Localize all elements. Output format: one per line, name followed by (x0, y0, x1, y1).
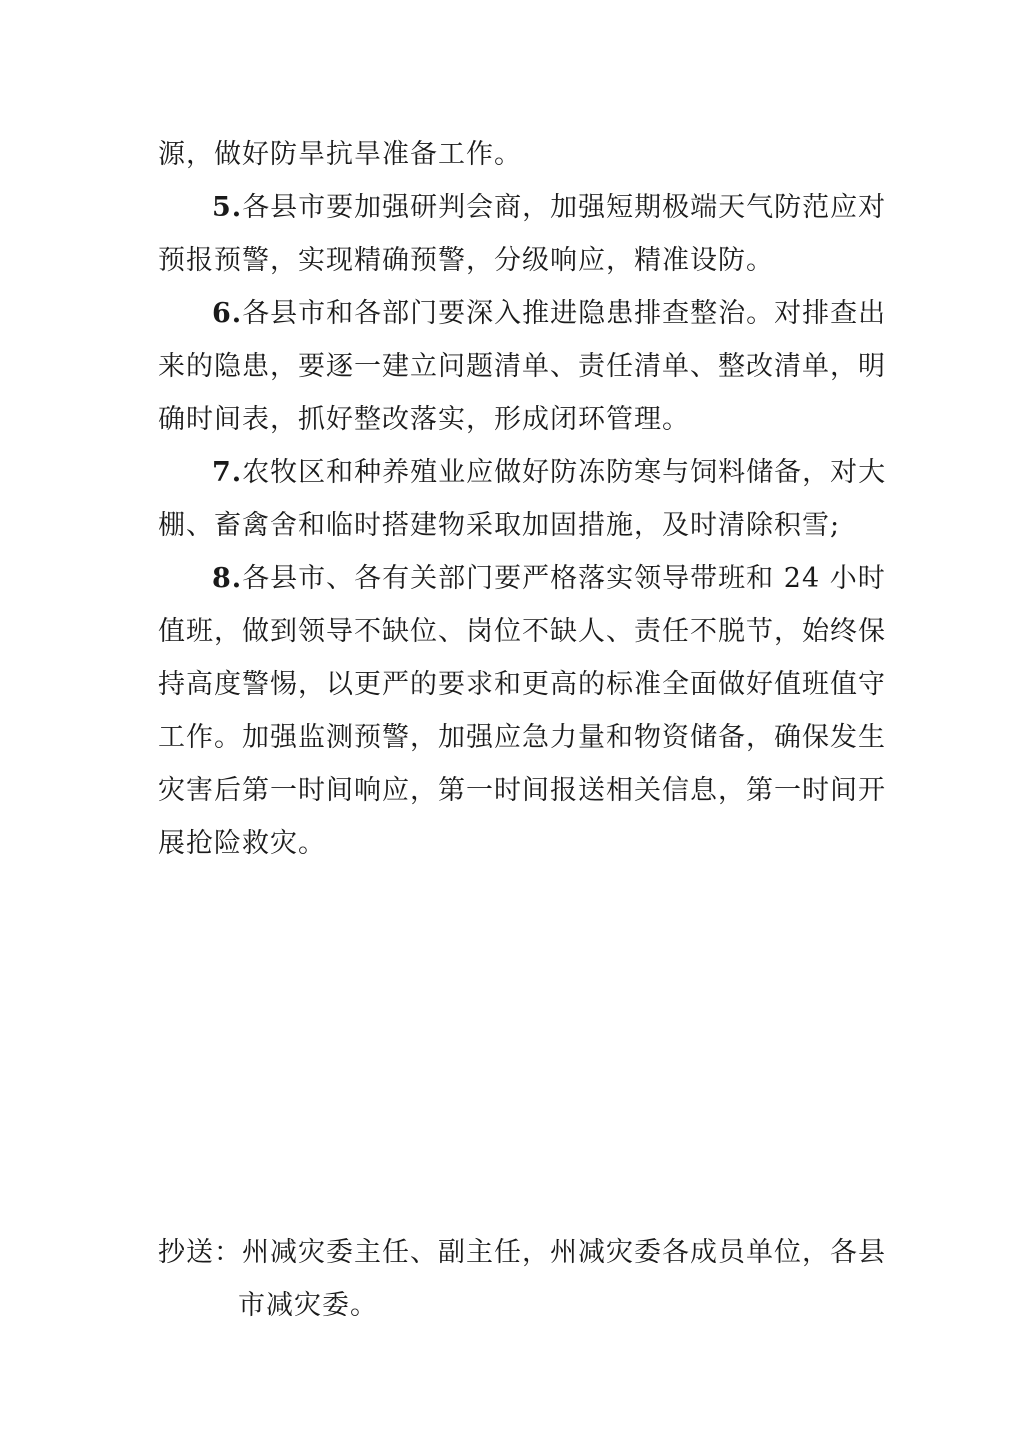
cc-recipients-line-1 (158, 1235, 886, 1271)
text-line: 来的隐患，要逐一建立问题清单、责任清单、整改清单，明 (158, 351, 886, 382)
item-8-line-4 (158, 720, 886, 756)
item-7-line-1 (212, 455, 887, 491)
item-8-line-5 (158, 773, 886, 809)
text-line: 灾害后第一时间响应，第一时间报送相关信息，第一时间开 (158, 775, 886, 806)
item-number: 5. (212, 192, 243, 223)
item-number: 7. (212, 457, 243, 488)
text-line: 农牧区和种养殖业应做好防冻防寒与饲料储备，对大 (242, 457, 887, 488)
item-7-line-2 (158, 508, 868, 544)
text-line: 各县市和各部门要深入推进隐患排查整治。对排查出 (242, 298, 887, 329)
item-number: 8. (212, 563, 243, 594)
paragraph-4-tail (158, 137, 868, 173)
text-line: 各县市、各有关部门要严格落实领导带班和 24 小时 (242, 563, 886, 594)
text-line: 棚、畜禽舍和临时搭建物采取加固措施，及时清除积雪; (158, 510, 841, 541)
item-6-line-3 (158, 402, 868, 438)
item-8-line-6 (158, 826, 868, 862)
item-8-line-2 (158, 614, 886, 650)
cc-recipients-line-2 (238, 1288, 868, 1324)
text-line: 值班，做到领导不缺位、岗位不缺人、责任不脱节，始终保 (158, 616, 886, 647)
cc-text: 市减灾委。 (238, 1290, 378, 1321)
text-line: 展抢险救灾。 (158, 828, 326, 859)
item-6-line-2 (158, 349, 886, 385)
cc-text: 抄送：州减灾委主任、副主任，州减灾委各成员单位，各县 (158, 1237, 886, 1268)
text-line: 确时间表，抓好整改落实，形成闭环管理。 (158, 404, 690, 435)
item-5-line-2 (158, 243, 868, 279)
item-6-line-1 (212, 296, 887, 332)
text-line: 各县市要加强研判会商，加强短期极端天气防范应对 (242, 192, 887, 223)
item-8-line-3 (158, 667, 886, 703)
text-line: 持高度警惕，以更严的要求和更高的标准全面做好值班值守 (158, 669, 886, 700)
text-line: 预报预警，实现精确预警，分级响应，精准设防。 (158, 245, 774, 276)
text-line: 工作。加强监测预警，加强应急力量和物资储备，确保发生 (158, 722, 886, 753)
item-number: 6. (212, 298, 243, 329)
text-line: 源，做好防旱抗旱准备工作。 (158, 139, 522, 170)
item-5-line-1 (212, 190, 887, 226)
item-8-line-1 (212, 561, 886, 597)
